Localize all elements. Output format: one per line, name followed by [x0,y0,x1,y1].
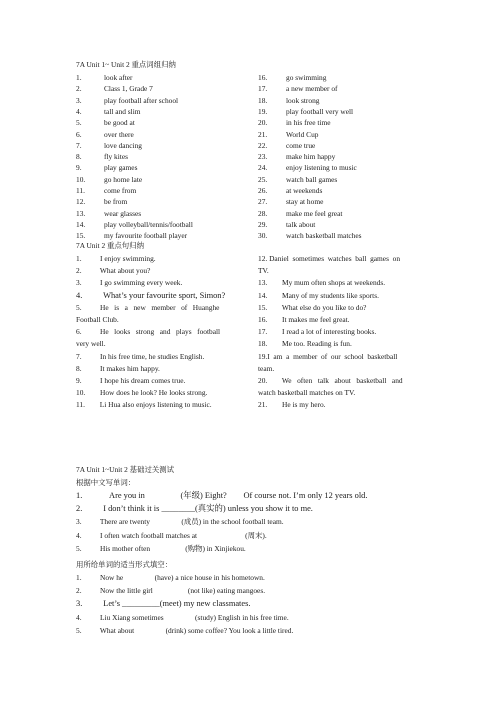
phrase-item [76,231,187,241]
sentence-item: 12. Daniel sometimes watches ball games on [258,254,401,263]
phrase-item [76,141,142,151]
sentence-item: 19.I am a member of our school basketball [258,351,398,361]
phrase-item [258,130,318,140]
phrase-item [76,107,141,117]
phrase-item-text: come true [286,140,316,150]
phrase-item-number: 5. [76,118,82,128]
sentence-item: 11. Li Hua also enjoys listening to music. [76,400,212,410]
sentence-item: 10. How does he look? He looks strong. [76,388,208,398]
exercise-item: 5. What about (drink) some coffee? You look a little tired. [76,625,294,635]
phrase-item [76,209,141,219]
phrase-item [76,186,136,196]
phrase-item-number: 3. [76,95,82,105]
section3-title: 7A Unit 1~Unit 2 基础过关测试 [76,465,175,474]
sentence-item: very well. [76,339,106,349]
phrase-item-text: at weekends [286,186,323,195]
phrase-item-number: 2. [76,84,82,94]
sentence-item: 20. We often talk about basketball and [258,376,403,385]
phrase-item [76,130,134,140]
sentence-item: 9. I hope his dream comes true. [76,376,186,385]
phrase-item-text: Class 1, Grade 7 [104,84,153,94]
sentence-item: 17. I read a lot of interesting books. [258,327,377,337]
sentence-item: 5. He is a new member of Huanghe [76,302,220,312]
phrase-item [258,186,322,196]
phrase-item-text: talk about [286,219,316,229]
phrase-item-number: 19. [258,106,268,116]
phrase-item-text: play games [104,163,138,173]
phrase-item-number: 4. [76,106,82,116]
phrase-item-number: 9. [76,163,82,173]
phrase-item [76,220,193,230]
phrase-item-number: 12. [76,197,86,207]
phrase-item [76,73,133,83]
phrase-item-text: be from [104,197,128,207]
phrase-item-text: in his free time [286,118,331,128]
phrase-item-text: make him happy [286,152,336,162]
phrase-item [76,84,153,94]
section3-subtitle-1: 根据中文写单词： [76,478,136,487]
phrase-item-number: 26. [258,186,268,195]
sentence-item: team. [258,363,275,373]
phrase-item-number: 6. [76,129,82,139]
phrase-item [258,96,319,106]
exercise-item: 3. There are twenty (成员) in the school football team. [76,517,284,527]
phrase-item-number: 11. [76,186,85,195]
phrase-item-text: play football very well [286,106,354,116]
phrase-item-number: 30. [258,231,268,241]
phrase-item-text: enjoy listening to music [286,163,357,173]
phrase-item-text: go swimming [286,73,327,82]
phrase-item [76,96,178,106]
phrase-item-number: 7. [76,140,82,150]
phrase-item-number: 24. [258,163,268,173]
phrase-item-number: 28. [258,208,268,218]
phrase-item-text: look after [104,73,133,82]
phrase-item-number: 16. [258,73,268,82]
sentence-item: Football Club. [76,315,119,324]
phrase-item [258,84,338,94]
sentence-item: 8. It makes him happy. [76,363,160,373]
phrase-item [76,175,142,185]
phrase-item-text: come from [104,186,137,195]
sentence-item: 13. My mum often shops at weekends. [258,278,386,288]
phrase-item [258,209,342,219]
phrase-item-text: play volleyball/tennis/football [104,219,193,229]
phrase-item-text: watch ball games [286,174,338,184]
sentence-item: watch basketball matches on TV. [258,388,356,398]
phrase-item-text: my favourite football player [104,231,188,241]
sentence-item: 7. In his free time, he studies English. [76,351,205,361]
sentence-item: 2. What about you? [76,266,151,276]
phrase-item-number: 27. [258,197,268,207]
phrase-item [258,175,337,185]
phrase-item [76,118,135,128]
phrase-item-number: 8. [76,152,82,162]
sentence-item: 4. What’s your favourite sport, Simon? [76,290,226,300]
section3-subtitle-2: 用所给单词的适当形式填空： [76,560,173,569]
sentence-item: 16. It makes me feel great. [258,315,350,324]
exercise-item: 4. Liu Xiang sometimes (study) English in his free time. [76,612,289,622]
exercise-item: 2. Now the little girl (not like) eating mangoes. [76,586,266,596]
phrase-item-text: look strong [286,95,320,105]
exercise-item: 1. Now he (have) a nice house in his hometown. [76,573,265,582]
phrase-item [258,73,326,83]
phrase-item-number: 23. [258,152,268,162]
phrase-item-text: watch basketball matches [286,231,362,241]
phrase-item-text: World Cup [286,129,319,139]
phrase-item-text: fly kites [104,152,129,162]
phrase-item-number: 13. [76,208,86,218]
sentence-item: 14. Many of my students like sports. [258,290,379,300]
phrase-item-number: 15. [76,231,86,241]
phrase-item [76,197,127,207]
phrase-item-number: 1. [76,73,82,82]
phrase-item-text: a new member of [286,84,338,94]
sentence-item: 18. Me too. Reading is fun. [258,339,352,349]
sentence-item: TV. [258,266,269,276]
phrase-item-text: go home late [104,174,143,184]
exercise-item: 5. His mother often (购物) in Xinjiekou. [76,543,246,553]
phrase-item [258,107,353,117]
sentence-item: 21. He is my hero. [258,400,326,410]
phrase-item [258,220,315,230]
phrase-item-text: love dancing [104,140,142,150]
exercise-item: 2. I don’t think it is ________(真实的) unless you show it to me. [76,504,313,514]
phrase-item-number: 25. [258,174,268,184]
phrase-item-text: play football after school [104,95,179,105]
exercise-item: 3. Let’s _________(meet) my new classmates. [76,599,251,609]
phrase-item-number: 17. [258,84,268,94]
phrase-item-text: tall and slim [104,106,141,116]
phrase-item [258,141,315,151]
sentence-item: 1. I enjoy swimming. [76,254,156,263]
phrase-item-number: 10. [76,174,86,184]
phrase-item [76,163,137,173]
phrase-item-text: stay at home [286,197,324,207]
section2-title: 7A Unit 2 重点句归纳 [76,241,144,250]
exercise-item: 4. I often watch football matches at (周末). [76,530,267,540]
phrase-item [258,118,331,128]
sentence-item: 15. What else do you like to do? [258,302,367,312]
phrase-item [76,152,128,162]
phrase-item-text: make me feel great [286,208,343,218]
phrase-item-number: 14. [76,219,86,229]
phrase-item [258,152,335,162]
phrase-item-number: 29. [258,219,268,229]
phrase-item [258,231,362,241]
phrase-item [258,163,357,173]
phrase-item-number: 18. [258,95,268,105]
phrase-item-text: be good at [104,118,135,128]
exercise-item: 1. Are you in (年级) Eight? Of course not. I’m only 12 years old. [76,491,368,500]
phrase-item-text: wear glasses [104,208,142,218]
phrase-item-number: 20. [258,118,268,128]
phrase-item [258,197,323,207]
phrase-item-number: 21. [258,129,268,139]
phrase-item-number: 22. [258,140,268,150]
phrase-item-text: over there [104,129,134,139]
section1-title: 7A Unit 1~ Unit 2 重点词组归纳 [76,60,176,69]
sentence-item: 6. He looks strong and plays football [76,327,221,337]
sentence-item: 3. I go swimming every week. [76,278,183,288]
